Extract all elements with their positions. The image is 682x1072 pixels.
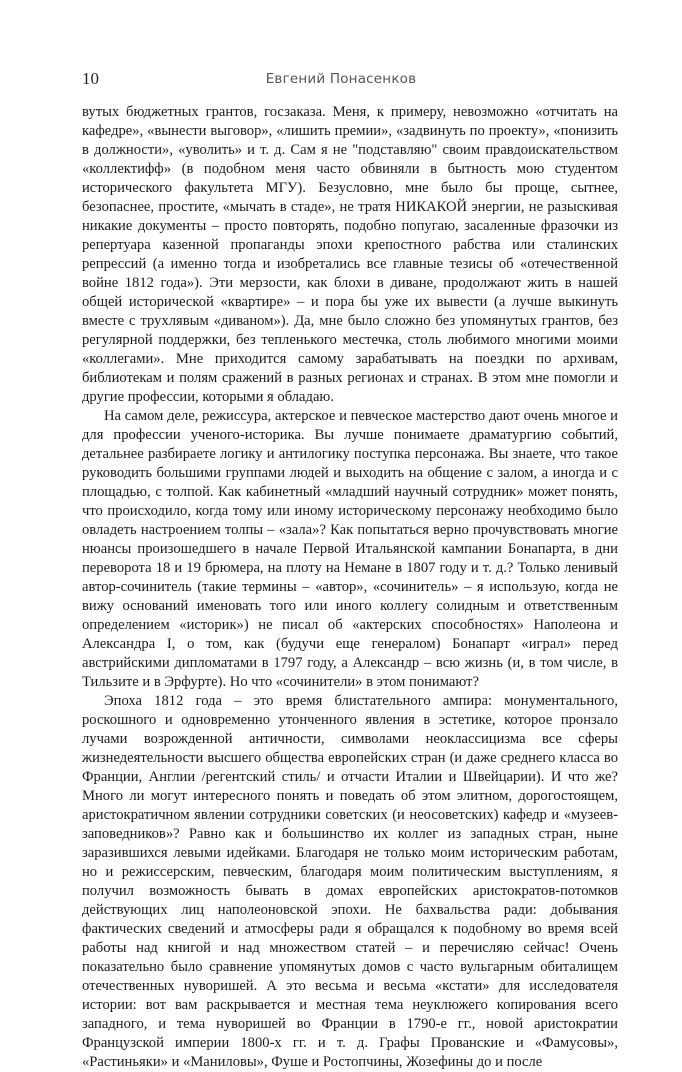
page-number: 10 [82,69,99,88]
body-text [82,103,618,1072]
paragraph-continuation: вутых бюджетных грантов, госзаказа. Меня, к примеру, невозможно «отчитать на кафедре», «вынести выговор», «лишить премии», «задвинуть по проекту», «понизить в должности», «уволить» и т. д. Сам я не "подставляю" своим правдоискательством «коллектифф» (в подобном меня часто обвиняли в бытность мою студентом исторического факультета МГУ). Безусловно, мне было бы проще, сытнее, безопаснее, простите, «мычать в стаде», не тратя НИКАКОЙ энергии, не разыскивая никакие документы – просто повторять, подобно попугаю, засаленные фразочки из репертуара казенной пропаганды эпохи крепостного рабства или сталинских репрессий (а именно тогда и изобретались все главные тезисы об «отечественной войне 1812 года»). Эти мерзости, как блохи в диване, продолжают жить в нашей общей исторической «квартире» – и пора бы уже их вывести (а лучше выкинуть вместе с трухлявым «диваном»). Да, мне было сложно без упомянутых грантов, без регулярной поддержки, без тепленького местечка, столь любимого многими моими «коллегами». Мне приходится самому зарабатывать на поездки по архивам, библиотекам и полям сражений в разных регионах и странах. В этом мне помогли и другие профессии, которыми я обладаю. [82,104,618,405]
paragraph-directing-and-history: На самом деле, режиссура, актерское и певческое мастерство дают очень многое и для профессии ученого-историка. Вы лучше понимаете драматургию событий, детальнее разбираете логику и антилогику поступка персонажа. Вы знаете, что такое руководить большими группами людей и выходить на общение с залом, а иногда и с площадью, с толпой. Как кабинетный «младший научный сотрудник» может понять, что происходило, когда тому или иному историческому персонажу необходимо было овладеть настроением толпы – «зала»? Как попытаться верно прочувствовать многие нюансы произошедшего в начале Первой Итальянской кампании Бонапарта, в дни переворота 18 и 19 брюмера, на плоту на Немане в 1807 году и т. д.? Только ленивый автор-сочинитель (такие термины – «автор», «сочинитель» – я использую, когда не вижу оснований именовать того или иного коллегу солидным и ответственным определением «историк») не писал об «актерских способностях» Наполеона и Александра I, о том, как (будучи еще генералом) Бонапарт «играл» перед австрийскими дипломатами в 1797 году, а Александр – всю жизнь (и, в том числе, в Тильзите и в Эрфурте). Но что «сочинители» в этом понимают? [82,408,618,690]
page-header [0,68,682,90]
running-title-author: Евгений Понасенков [265,71,417,87]
paragraph-empire-era: Эпоха 1812 года – это время блистательного ампира: монументального, роскошного и одновременно утонченного явления в эстетике, которое пронзало лучами возрожденной античности, символами неоклассицизма все сферы жизнедеятельности высшего общества европейских стран (и даже среднего класса во Франции, Англии /регентский стиль/ и отчасти Италии и Швейцарии). И что же? Много ли могут интересного понять и поведать об этом элитном, дорогостоящем, аристократичном явлении сотрудники советских (и неосоветских) кафедр и «музеев-заповедников»? Равно как и большинство их коллег из западных стран, ныне заразившихся левыми идейками. Благодаря не только моим историческим работам, но и режиссерским, певческим, благодаря моим политическим выступлениям, я получил возможность бывать в домах европейских аристократов-потомков действующих лиц наполеоновской эпохи. Не бахвальства ради: добывания фактических сведений и атмосферы ради я обращался к подобному во время всей работы над книгой и над множеством статей – и перечисляю сейчас! Очень показательно было сравнение упомянутых домов с часто вульгарным обиталищем отечественных нуворишей. А это весьма и весьма «кстати» для исследователя истории: вот вам раскрывается и местная тема неуклюжего копирования всего западного, и тема нуворишей во Франции в 1790-е гг., новой аристократии Французской империи 1800-х гг. и т. д. Графы Прованские и «Фамусовы», «Растиньяки» и «Маниловы», Фуше и Ростопчины, Жозефины до и после [82,693,618,1070]
